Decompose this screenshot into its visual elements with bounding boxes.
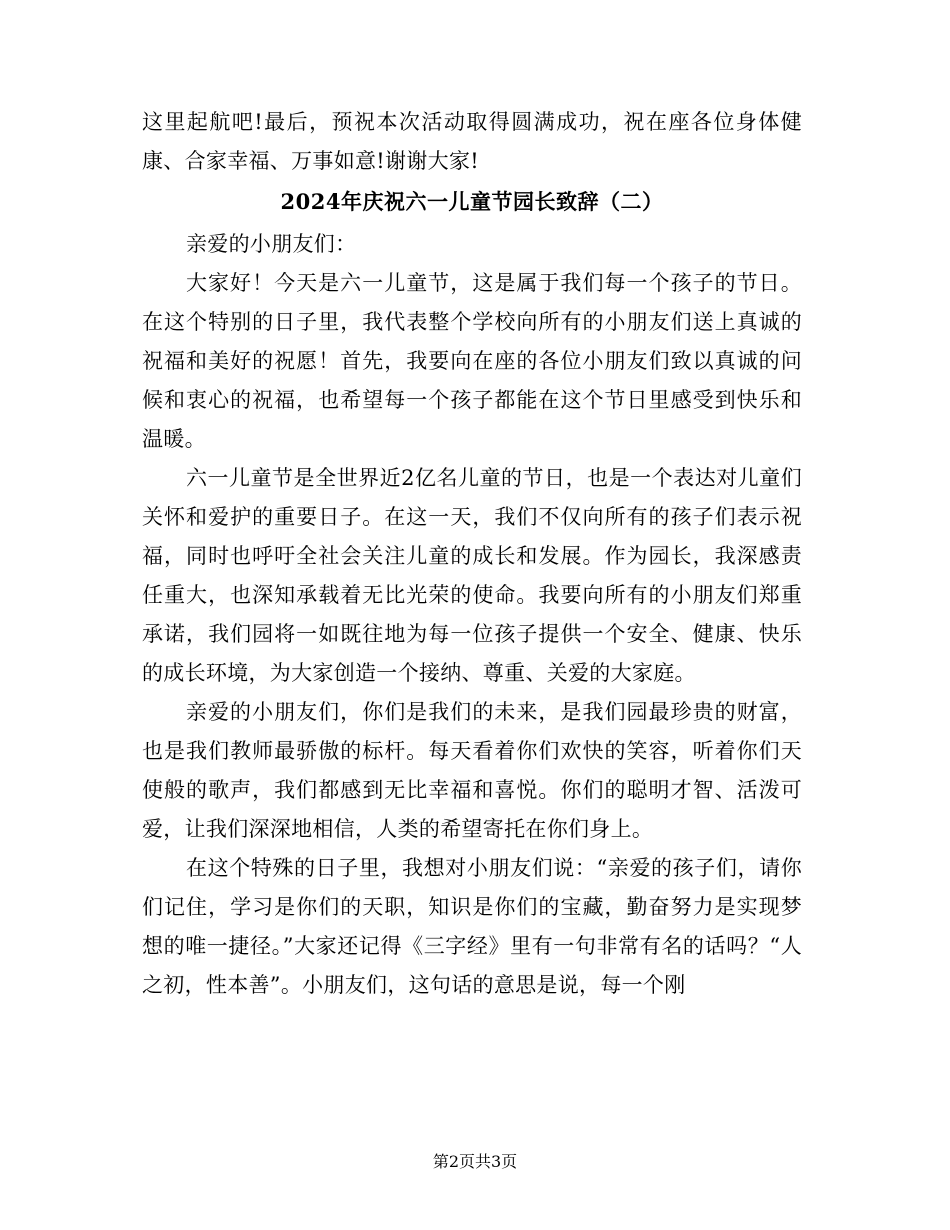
document-title: 2024年庆祝六一儿童节园长致辞（二） xyxy=(280,189,664,214)
page-number-footer: 第2页共3页 xyxy=(432,1152,518,1171)
body-paragraph-3: 亲爱的小朋友们，你们是我们的未来，是我们园最珍贵的财富，也是我们教师最骄傲的标杆。每天看着你们欢快的笑容，听着你们天使般的歌声，我们都感到无比幸福和喜悦。你们的聪明才智、活泼可爱，让我们深深地相信，人类的希望寄托在你们身上。 xyxy=(142,700,802,841)
body-paragraph-4: 在这个特殊的日子里，我想对小朋友们说：“亲爱的孩子们，请你们记住，学习是你们的天职，知识是你们的宝藏，勤奋努力是实现梦想的唯一捷径。”大家还记得《三字经》里有一句非常有名的话吗？“人之初，性本善”。小朋友们，这句话的意思是说，每一个刚 xyxy=(142,856,802,997)
body-paragraph-1: 大家好！今天是六一儿童节，这是属于我们每一个孩子的节日。在这个特别的日子里，我代表整个学校向所有的小朋友们送上真诚的祝福和美好的祝愿！首先，我要向在座的各位小朋友们致以真诚的问候和衷心的祝福，也希望每一个孩子都能在这个节日里感受到快乐和温暖。 xyxy=(142,271,802,451)
continuation-paragraph: 这里起航吧!最后，预祝本次活动取得圆满成功，祝在座各位身体健康、合家幸福、万事如意!谢谢大家! xyxy=(142,110,802,173)
salutation: 亲爱的小朋友们： xyxy=(186,232,357,256)
document-body xyxy=(142,103,802,1005)
body-paragraph-2: 六一儿童节是全世界近2亿名儿童的节日，也是一个表达对儿童们关怀和爱护的重要日子。在这一天，我们不仅向所有的孩子们表示祝福，同时也呼吁全社会关注儿童的成长和发展。作为园长，我深感责任重大，也深知承载着无比光荣的使命。我要向所有的小朋友们郑重承诺，我们园将一如既往地为每一位孩子提供一个安全、健康、快乐的成长环境，为大家创造一个接纳、尊重、关爱的大家庭。 xyxy=(142,466,802,685)
